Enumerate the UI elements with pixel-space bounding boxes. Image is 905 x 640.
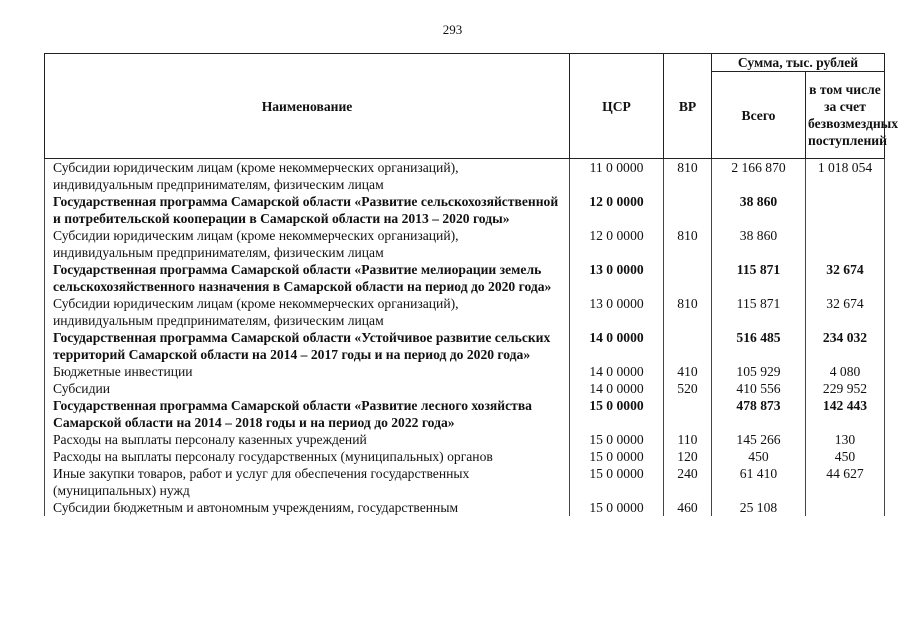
header-csr: ЦСР <box>570 54 664 159</box>
table-row <box>45 227 885 261</box>
row-name: Субсидии юридическим лицам (кроме некоммерческих организаций), индивидуальным предпринимателям, физическим лицам <box>45 295 570 329</box>
row-csr: 12 0 0000 <box>570 193 664 227</box>
row-name: Субсидии бюджетным и автономным учреждениям, государственным <box>45 499 570 516</box>
row-gratis: 142 443 <box>806 397 885 431</box>
header-vr: ВР <box>664 54 712 159</box>
row-total: 38 860 <box>712 193 806 227</box>
row-gratis <box>806 227 885 261</box>
row-vr: 520 <box>664 380 712 397</box>
row-csr: 14 0 0000 <box>570 363 664 380</box>
table-row <box>45 431 885 448</box>
row-vr <box>664 397 712 431</box>
row-csr: 15 0 0000 <box>570 397 664 431</box>
row-vr <box>664 261 712 295</box>
table-row <box>45 465 885 499</box>
row-gratis: 32 674 <box>806 261 885 295</box>
row-name: Иные закупки товаров, работ и услуг для обеспечения государственных (муниципальных) нужд <box>45 465 570 499</box>
row-gratis <box>806 193 885 227</box>
row-name: Расходы на выплаты персоналу государственных (муниципальных) органов <box>45 448 570 465</box>
row-csr: 11 0 0000 <box>570 159 664 194</box>
row-vr: 110 <box>664 431 712 448</box>
row-total: 450 <box>712 448 806 465</box>
row-csr: 12 0 0000 <box>570 227 664 261</box>
table-body <box>45 159 885 517</box>
row-csr: 13 0 0000 <box>570 261 664 295</box>
row-name: Расходы на выплаты персоналу казенных учреждений <box>45 431 570 448</box>
table-row <box>45 193 885 227</box>
row-csr: 15 0 0000 <box>570 431 664 448</box>
row-gratis: 450 <box>806 448 885 465</box>
row-vr <box>664 329 712 363</box>
row-csr: 15 0 0000 <box>570 499 664 516</box>
row-csr: 14 0 0000 <box>570 329 664 363</box>
header-name: Наименование <box>45 54 570 159</box>
row-vr: 810 <box>664 295 712 329</box>
row-gratis: 130 <box>806 431 885 448</box>
table-header <box>45 54 899 159</box>
row-gratis: 234 032 <box>806 329 885 363</box>
table-row <box>45 380 885 397</box>
row-gratis: 1 018 054 <box>806 159 885 194</box>
row-name: Субсидии юридическим лицам (кроме некоммерческих организаций), индивидуальным предпринимателям, физическим лицам <box>45 159 570 194</box>
row-total: 115 871 <box>712 261 806 295</box>
row-csr: 14 0 0000 <box>570 380 664 397</box>
row-name: Бюджетные инвестиции <box>45 363 570 380</box>
row-vr <box>664 193 712 227</box>
table-row <box>45 261 885 295</box>
row-total: 105 929 <box>712 363 806 380</box>
row-total: 2 166 870 <box>712 159 806 194</box>
table-row <box>45 448 885 465</box>
table-row <box>45 295 885 329</box>
row-total: 61 410 <box>712 465 806 499</box>
header-total: Всего <box>712 72 806 159</box>
header-gratis: в том числе за счет безвозмездных поступлений <box>806 72 885 159</box>
row-name: Государственная программа Самарской области «Развитие мелиорации земель сельскохозяйственного назначения в Самарской области на период до 2020 года» <box>45 261 570 295</box>
row-vr: 810 <box>664 227 712 261</box>
table-row <box>45 499 885 516</box>
row-name: Субсидии <box>45 380 570 397</box>
row-vr: 120 <box>664 448 712 465</box>
row-gratis: 229 952 <box>806 380 885 397</box>
header-sum: Сумма, тыс. рублей <box>712 54 885 72</box>
row-gratis: 4 080 <box>806 363 885 380</box>
row-total: 145 266 <box>712 431 806 448</box>
row-total: 516 485 <box>712 329 806 363</box>
row-total: 115 871 <box>712 295 806 329</box>
row-vr: 810 <box>664 159 712 194</box>
table-row <box>45 363 885 380</box>
row-csr: 13 0 0000 <box>570 295 664 329</box>
row-name: Государственная программа Самарской области «Развитие лесного хозяйства Самарской области на 2014 – 2018 годы и на период до 2022 года» <box>45 397 570 431</box>
row-total: 38 860 <box>712 227 806 261</box>
row-name: Субсидии юридическим лицам (кроме некоммерческих организаций), индивидуальным предпринимателям, физическим лицам <box>45 227 570 261</box>
table-row <box>45 329 885 363</box>
table-row <box>45 397 885 431</box>
row-total: 410 556 <box>712 380 806 397</box>
budget-table <box>44 53 899 516</box>
row-total: 25 108 <box>712 499 806 516</box>
table-row <box>45 159 885 194</box>
row-csr: 15 0 0000 <box>570 465 664 499</box>
row-gratis: 44 627 <box>806 465 885 499</box>
row-vr: 460 <box>664 499 712 516</box>
row-name: Государственная программа Самарской области «Устойчивое развитие сельских территорий Самарской области на 2014 – 2017 годы и на период до 2020 года» <box>45 329 570 363</box>
row-vr: 240 <box>664 465 712 499</box>
row-gratis <box>806 499 885 516</box>
row-vr: 410 <box>664 363 712 380</box>
row-gratis: 32 674 <box>806 295 885 329</box>
row-total: 478 873 <box>712 397 806 431</box>
row-csr: 15 0 0000 <box>570 448 664 465</box>
page-number: 293 <box>442 22 463 37</box>
row-name: Государственная программа Самарской области «Развитие сельскохозяйственной и потребительской кооперации в Самарской области на 2013 – 2020 годы» <box>45 193 570 227</box>
